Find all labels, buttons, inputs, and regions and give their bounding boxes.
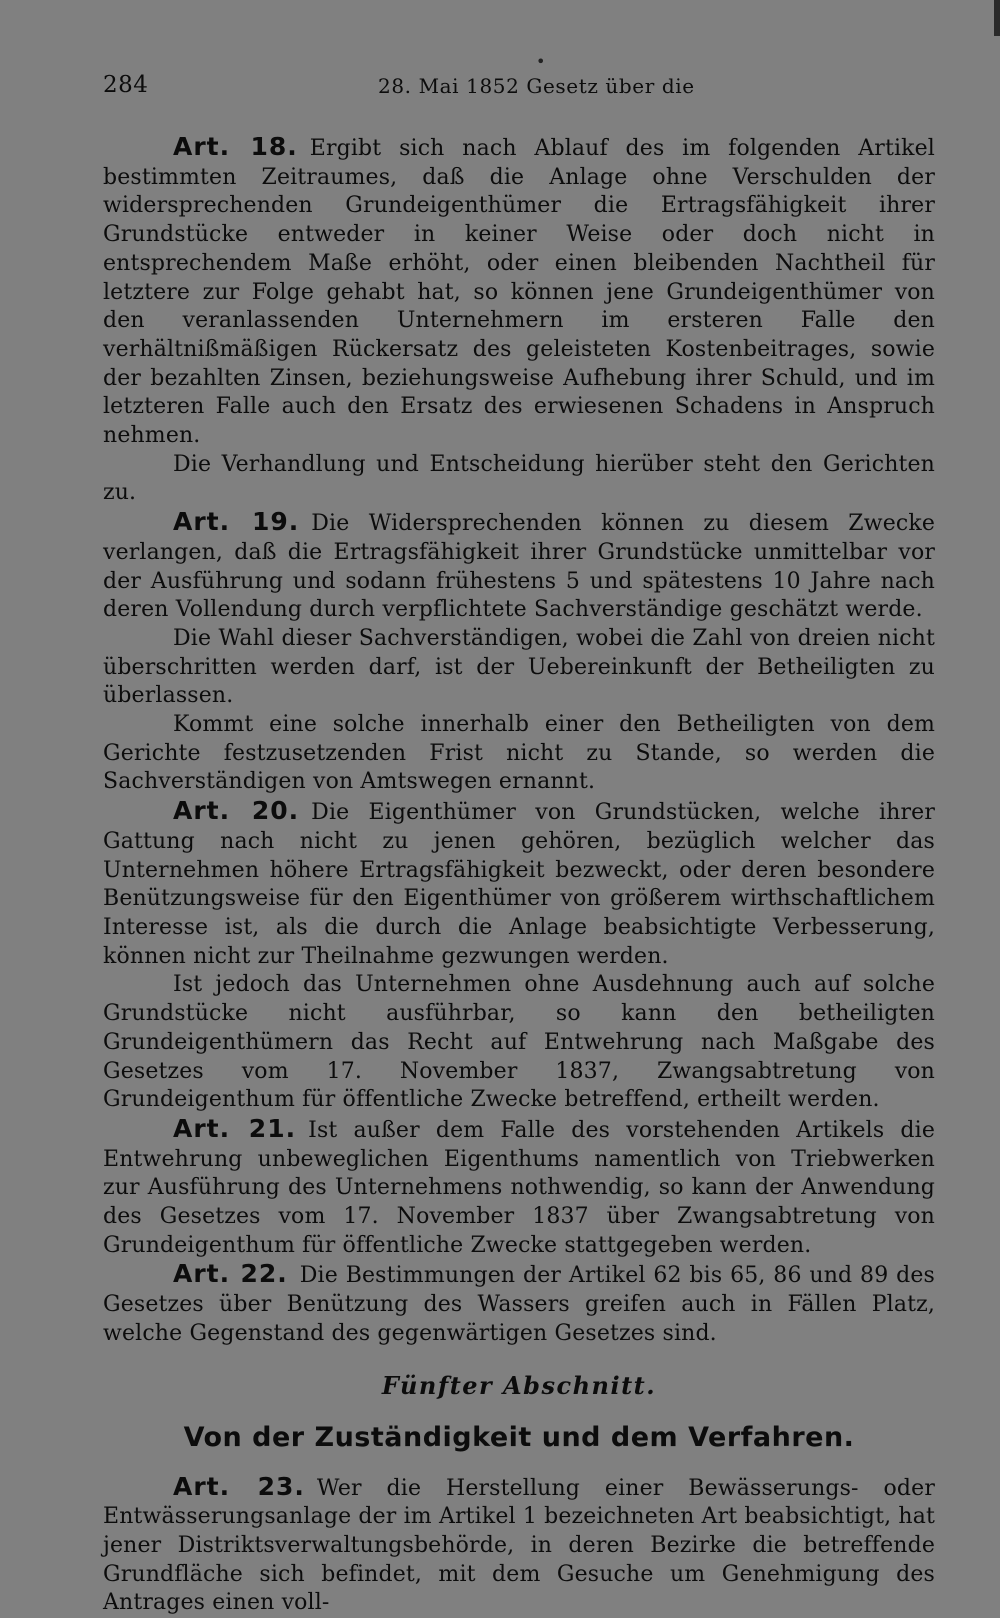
article-22-paragraph <box>103 1260 935 1348</box>
article-label: Art. 22. <box>173 1259 288 1289</box>
article-19-paragraph: Kommt eine solche innerhalb einer den Betheiligten von dem Gerichte festzusetzenden Frist nicht zu Stande, so werden die Sachverständigen von Amtswegen ernannt. <box>103 712 935 795</box>
article-label: Art. 21. <box>173 1113 297 1143</box>
article-label: Art. 18. <box>173 132 298 161</box>
article-19-paragraph <box>103 508 935 625</box>
article-20-paragraph: Ist jedoch das Unternehmen ohne Ausdehnung auch auf solche Grundstücke nicht ausführbar, so kann den betheiligten Grundeigenthümern das Recht auf Entwehrung nach Maßgabe des Gesetzes vom 17. November 1837, Zwangsabtretung von Grundeigenthum für öffentliche Zwecke betreffend, ertheilt werden. <box>103 972 935 1113</box>
article-21-paragraph <box>103 1115 935 1261</box>
scan-edge-mark <box>994 0 1000 36</box>
article-text: Ist außer dem Falle des vorstehenden Artikels die Entwehrung unbeweglichen Eigenthums namentlich von Triebwerken zur Ausführung des Unternehmens nothwendig, so kann der Anwendung des Gesetzes vom 17. November 1837 über Zwangsabtretung von Grundeigenthum für öffentliche Zwecke stattgegeben werden. <box>103 1117 936 1258</box>
article-18-paragraph <box>103 133 935 451</box>
article-23-paragraph <box>103 1473 935 1618</box>
page-number: 284 <box>103 72 149 98</box>
article-text: Die Eigenthümer von Grundstücken, welche ihrer Gattung nach nicht zu jenen gehören, bezüglich welcher das Unternehmen höhere Ertragsfähigkeit bezweckt, oder deren besondere Benützungsweise für den Eigenthümer von größerem wirthschaftlichem Interesse ist, als die durch die Anlage beabsichtigte Verbesserung, können nicht zur Theilnahme gezwungen werden. <box>103 800 935 969</box>
article-18-paragraph: Die Verhandlung und Entscheidung hierüber steht den Gerichten zu. <box>103 451 935 506</box>
section-heading: Fünfter Abschnitt. <box>381 1370 657 1400</box>
body-text <box>103 133 935 1618</box>
article-19-paragraph: Die Wahl dieser Sachverständigen, wobei die Zahl von dreien nicht überschritten werden darf, ist der Uebereinkunft der Betheiligten zu überlassen. <box>103 625 935 709</box>
article-label: Art. 23. <box>173 1471 305 1501</box>
article-text: Ergibt sich nach Ablauf des im folgenden Artikel bestimmten Zeitraumes, daß die Anlage ohne Verschulden der widersprechenden Grundeigenthümer die Ertragsfähigkeit ihrer Grundstücke entweder in keiner Weise oder doch nicht in entsprechendem Maße erhöht, oder einen bleibenden Nachtheil für letztere zur Folge gehabt hat, so können jene Grundeigenthümer von den veranlassenden Unternehmern im ersteren Falle den verhältnißmäßigen Rückersatz des geleisteten Kostenbeitrages, sowie der bezahlten Zinsen, beziehungsweise Aufhebung ihrer Schuld, und im letzteren Falle auch den Ersatz des erwiesenen Schadens in Anspruch nehmen. <box>103 136 935 449</box>
article-label: Art. 19. <box>173 507 300 537</box>
article-text: Die Bestimmungen der Artikel 62 bis 65, 86 und 89 des Gesetzes über Benützung des Wassers greifen auch in Fällen Platz, welche Gegenstand des gegenwärtigen Gesetzes sind. <box>103 1263 935 1346</box>
scan-dot-mark: • <box>536 52 546 71</box>
page-header <box>103 72 935 108</box>
article-text: Wer die Herstellung einer Bewässerungs- oder Entwässerungsanlage der im Artikel 1 bezeichneten Art beabsichtigt, hat jener Distriktsverwaltungsbehörde, in deren Bezirke die betreffende Grundfläche sich befindet, mit dem Gesuche um Genehmigung des Antrages einen voll- <box>103 1475 935 1616</box>
article-label: Art. 20. <box>173 796 300 826</box>
article-20-paragraph <box>103 797 935 971</box>
running-head: 28. Mai 1852 Gesetz über die <box>378 74 695 98</box>
section-title: Von der Zuständigkeit und dem Verfahren. <box>183 1421 855 1453</box>
article-text: Die Widersprechenden können zu diesem Zwecke verlangen, daß die Ertragsfähigkeit ihrer Grundstücke unmittelbar vor der Ausführung und sodann frühestens 5 und spätestens 10 Jahre nach deren Vollendung durch verpflichtete Sachverständige geschätzt werde. <box>103 511 935 623</box>
